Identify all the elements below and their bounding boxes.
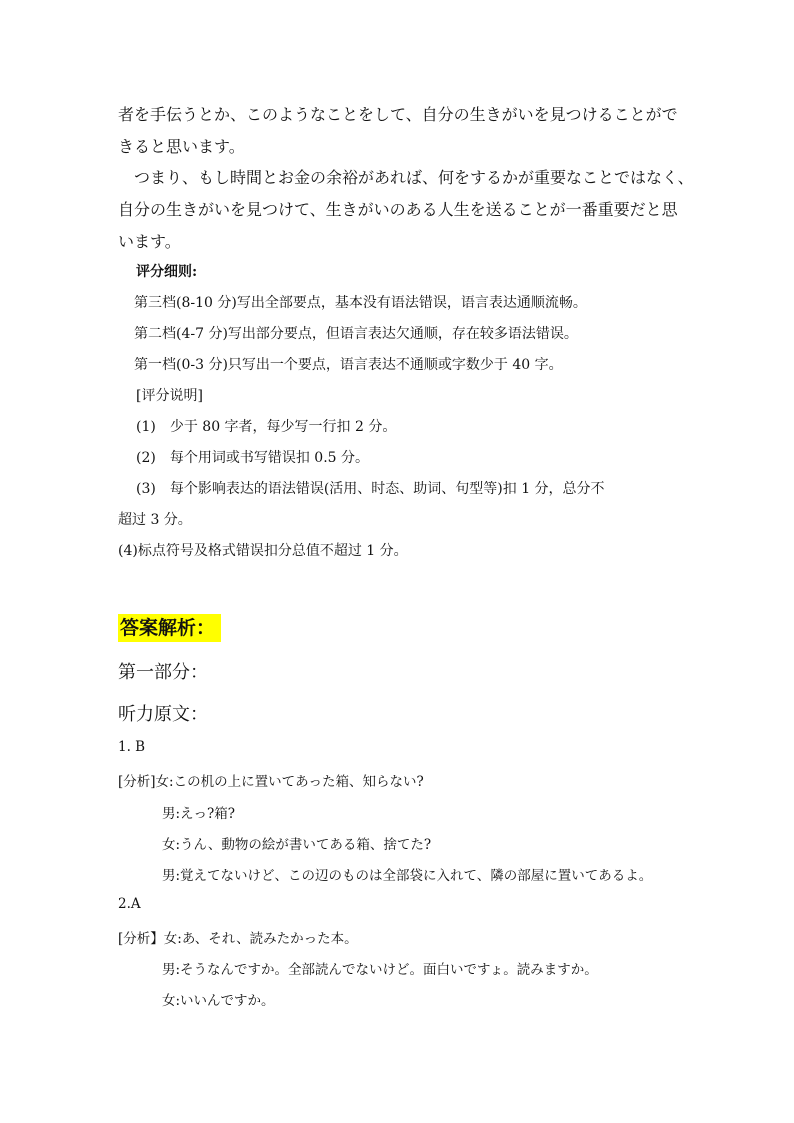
essay-line-3: つまり、もし時間とお金の余裕があれば、何をするかが重要なことではなく、 — [134, 168, 694, 187]
q2-dialogue-2: 男:そうなんですか。全部読んでないけど。面白いですょ。読みますか。 — [162, 962, 598, 978]
scoring-note-3-b: 超过 3 分。 — [118, 512, 192, 528]
scoring-note-2: (2) 每个用词或书写错误扣 0.5 分。 — [136, 450, 369, 466]
scoring-note-4: (4)标点符号及格式错误扣分总值不超过 1 分。 — [118, 543, 408, 559]
essay-line-4: 自分の生きがいを見つけて、生きがいのある人生を送ることが一番重要だと思 — [118, 200, 678, 219]
scoring-note-1: (1) 少于 80 字者，每少写一行扣 2 分。 — [136, 419, 397, 435]
q1-dialogue-2: 男:えっ?箱? — [162, 806, 236, 822]
scoring-notes-heading: [评分说明] — [136, 388, 203, 404]
essay-line-1: 者を手伝うとか、このようなことをして、自分の生きがいを見つけることがで — [118, 105, 678, 124]
essay-line-5: います。 — [118, 232, 181, 251]
scoring-tier-1: 第一档(0-3 分)只写出一个要点，语言表达不通顺或字数少于 40 字。 — [134, 357, 563, 373]
q2-label: 2.A — [118, 896, 141, 912]
listening-heading: 听力原文： — [118, 704, 208, 725]
q1-label: 1. B — [118, 739, 146, 755]
q1-dialogue-1: [分析]女:この机の上に置いてあった箱、知らない? — [118, 774, 424, 790]
q1-dialogue-4: 男:覚えてないけど、この辺のものは全部袋に入れて、隣の部屋に置いてあるよ。 — [162, 868, 653, 884]
essay-line-2: きると思います。 — [118, 137, 245, 156]
q1-dialogue-3: 女:うん、動物の絵が書いてある箱、捨てた? — [162, 837, 432, 853]
scoring-tier-3: 第三档(8-10 分)写出全部要点，基本没有语法错误，语言表达通顺流畅。 — [134, 295, 587, 311]
scoring-heading: 评分细则: — [136, 264, 198, 280]
scoring-note-3-a: (3) 每个影响表达的语法错误(活用、时态、助词、句型等)扣 1 分，总分不 — [136, 481, 605, 497]
q2-dialogue-3: 女:いいんですか。 — [162, 993, 275, 1009]
answers-heading: 答案解析： — [118, 614, 221, 642]
q2-dialogue-1: [分析】女:あ、それ、読みたかった本。 — [118, 931, 358, 947]
scoring-tier-2: 第二档(4-7 分)写出部分要点，但语言表达欠通顺，存在较多语法错误。 — [134, 326, 578, 342]
part-heading: 第一部分： — [118, 662, 208, 683]
